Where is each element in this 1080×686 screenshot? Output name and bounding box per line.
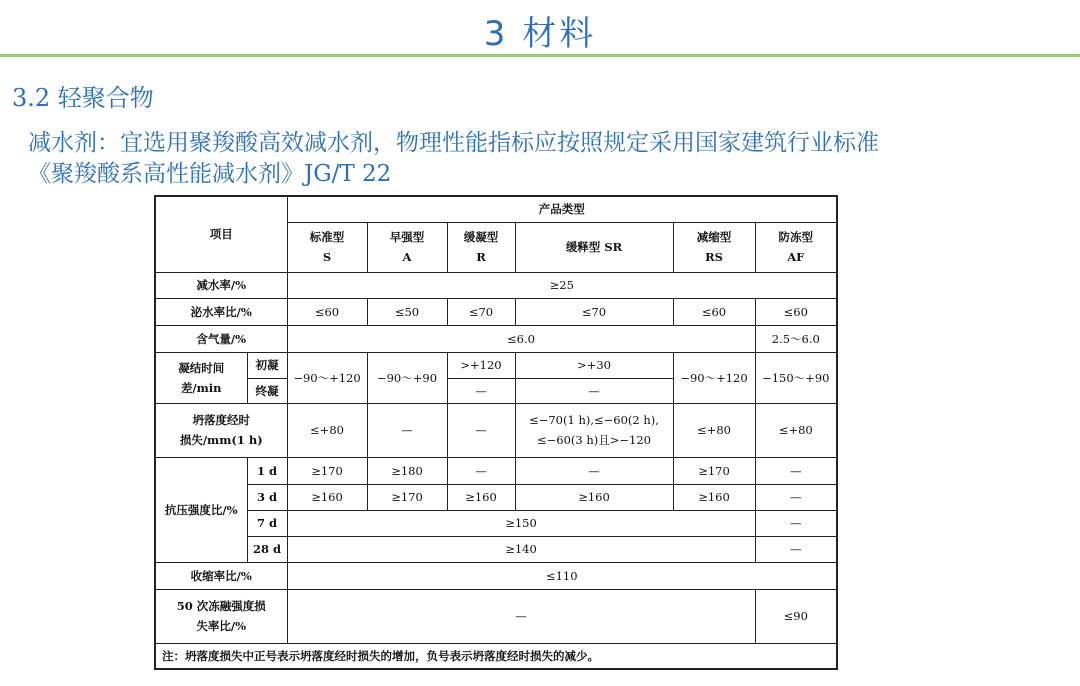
product-type-header: 产品类型 bbox=[287, 196, 837, 222]
table-row bbox=[155, 298, 837, 325]
row-label: 含气量/% bbox=[155, 325, 287, 352]
table-cell: ≥140 bbox=[287, 536, 755, 562]
table-cell: ≤110 bbox=[287, 562, 837, 589]
table-cell: ≤+80 bbox=[287, 403, 367, 457]
type-r-header: 缓凝型 R bbox=[447, 222, 515, 272]
row-label: 收缩率比/% bbox=[155, 562, 287, 589]
page-title: 3 材料 bbox=[483, 14, 597, 54]
table-row bbox=[155, 352, 837, 378]
table-cell: — bbox=[755, 536, 837, 562]
table-row bbox=[155, 272, 837, 298]
table-row bbox=[155, 510, 837, 536]
table-cell: ≤+80 bbox=[673, 403, 755, 457]
table-cell: ≤60 bbox=[755, 298, 837, 325]
intro-line-2: 《聚羧酸系高性能减水剂》JG/T 22 bbox=[28, 161, 392, 187]
table-cell: ≤+80 bbox=[755, 403, 837, 457]
type-s-header: 标准型 S bbox=[287, 222, 367, 272]
table-cell: ≥170 bbox=[673, 457, 755, 484]
spec-table bbox=[154, 195, 838, 670]
table-cell: — bbox=[367, 403, 447, 457]
table-header-row bbox=[155, 196, 837, 222]
table-cell: ≤60 bbox=[673, 298, 755, 325]
spec-table-container bbox=[154, 195, 836, 670]
table-cell: −90～+120 bbox=[673, 352, 755, 403]
table-row bbox=[155, 536, 837, 562]
intro-paragraph bbox=[28, 128, 1068, 190]
table-cell: — bbox=[447, 403, 515, 457]
table-cell: ≥160 bbox=[515, 484, 673, 510]
item-header: 项目 bbox=[155, 196, 287, 272]
row-label: 抗压强度比/% bbox=[155, 457, 247, 562]
table-row bbox=[155, 562, 837, 589]
table-note: 注：坍落度损失中正号表示坍落度经时损失的增加，负号表示坍落度经时损失的减少。 bbox=[155, 643, 837, 669]
row-label: 50 次冻融强度损 失率比/% bbox=[155, 589, 287, 643]
table-cell: ≤90 bbox=[755, 589, 837, 643]
type-a-header: 早强型 A bbox=[367, 222, 447, 272]
row-label: 凝结时间 差/min bbox=[155, 352, 247, 403]
table-cell: — bbox=[447, 457, 515, 484]
sub-label: 7 d bbox=[247, 510, 287, 536]
table-cell: −150～+90 bbox=[755, 352, 837, 403]
table-cell: ≥170 bbox=[367, 484, 447, 510]
table-cell: >+30 bbox=[515, 352, 673, 378]
table-row bbox=[155, 457, 837, 484]
row-label: 坍落度经时 损失/mm(1 h) bbox=[155, 403, 287, 457]
table-cell: ≥25 bbox=[287, 272, 837, 298]
table-cell: — bbox=[447, 378, 515, 403]
table-note-row bbox=[155, 643, 837, 669]
table-cell: ≥150 bbox=[287, 510, 755, 536]
row-label: 泌水率比/% bbox=[155, 298, 287, 325]
table-row bbox=[155, 484, 837, 510]
section-heading: 3.2 轻聚合物 bbox=[12, 84, 154, 112]
title-divider bbox=[0, 54, 1080, 57]
table-cell: −90～+120 bbox=[287, 352, 367, 403]
sub-label: 初凝 bbox=[247, 352, 287, 378]
table-cell: ≥160 bbox=[447, 484, 515, 510]
table-cell: ≥180 bbox=[367, 457, 447, 484]
table-cell: — bbox=[755, 484, 837, 510]
sub-label: 终凝 bbox=[247, 378, 287, 403]
type-af-header: 防冻型 AF bbox=[755, 222, 837, 272]
table-cell: — bbox=[287, 589, 755, 643]
table-row bbox=[155, 589, 837, 643]
table-row bbox=[155, 403, 837, 457]
table-cell: ≤50 bbox=[367, 298, 447, 325]
table-row bbox=[155, 325, 837, 352]
table-cell: >+120 bbox=[447, 352, 515, 378]
sub-label: 28 d bbox=[247, 536, 287, 562]
table-cell: ≤6.0 bbox=[287, 325, 755, 352]
table-cell: ≤70 bbox=[515, 298, 673, 325]
sub-label: 1 d bbox=[247, 457, 287, 484]
table-cell: — bbox=[755, 457, 837, 484]
table-cell: ≥160 bbox=[673, 484, 755, 510]
type-rs-header: 减缩型 RS bbox=[673, 222, 755, 272]
type-sr-header: 缓释型 SR bbox=[515, 222, 673, 272]
intro-line-1: 减水剂：宜选用聚羧酸高效减水剂，物理性能指标应按照规定采用国家建筑行业标准 bbox=[28, 130, 879, 156]
table-cell: ≥170 bbox=[287, 457, 367, 484]
table-cell: −90～+90 bbox=[367, 352, 447, 403]
table-cell: ≥160 bbox=[287, 484, 367, 510]
table-cell: ≤60 bbox=[287, 298, 367, 325]
table-cell: 2.5～6.0 bbox=[755, 325, 837, 352]
table-cell: — bbox=[515, 457, 673, 484]
row-label: 减水率/% bbox=[155, 272, 287, 298]
sub-label: 3 d bbox=[247, 484, 287, 510]
table-cell: — bbox=[515, 378, 673, 403]
table-cell: ≤−70(1 h),≤−60(2 h), ≤−60(3 h)且>−120 bbox=[515, 403, 673, 457]
table-cell: ≤70 bbox=[447, 298, 515, 325]
table-cell: — bbox=[755, 510, 837, 536]
